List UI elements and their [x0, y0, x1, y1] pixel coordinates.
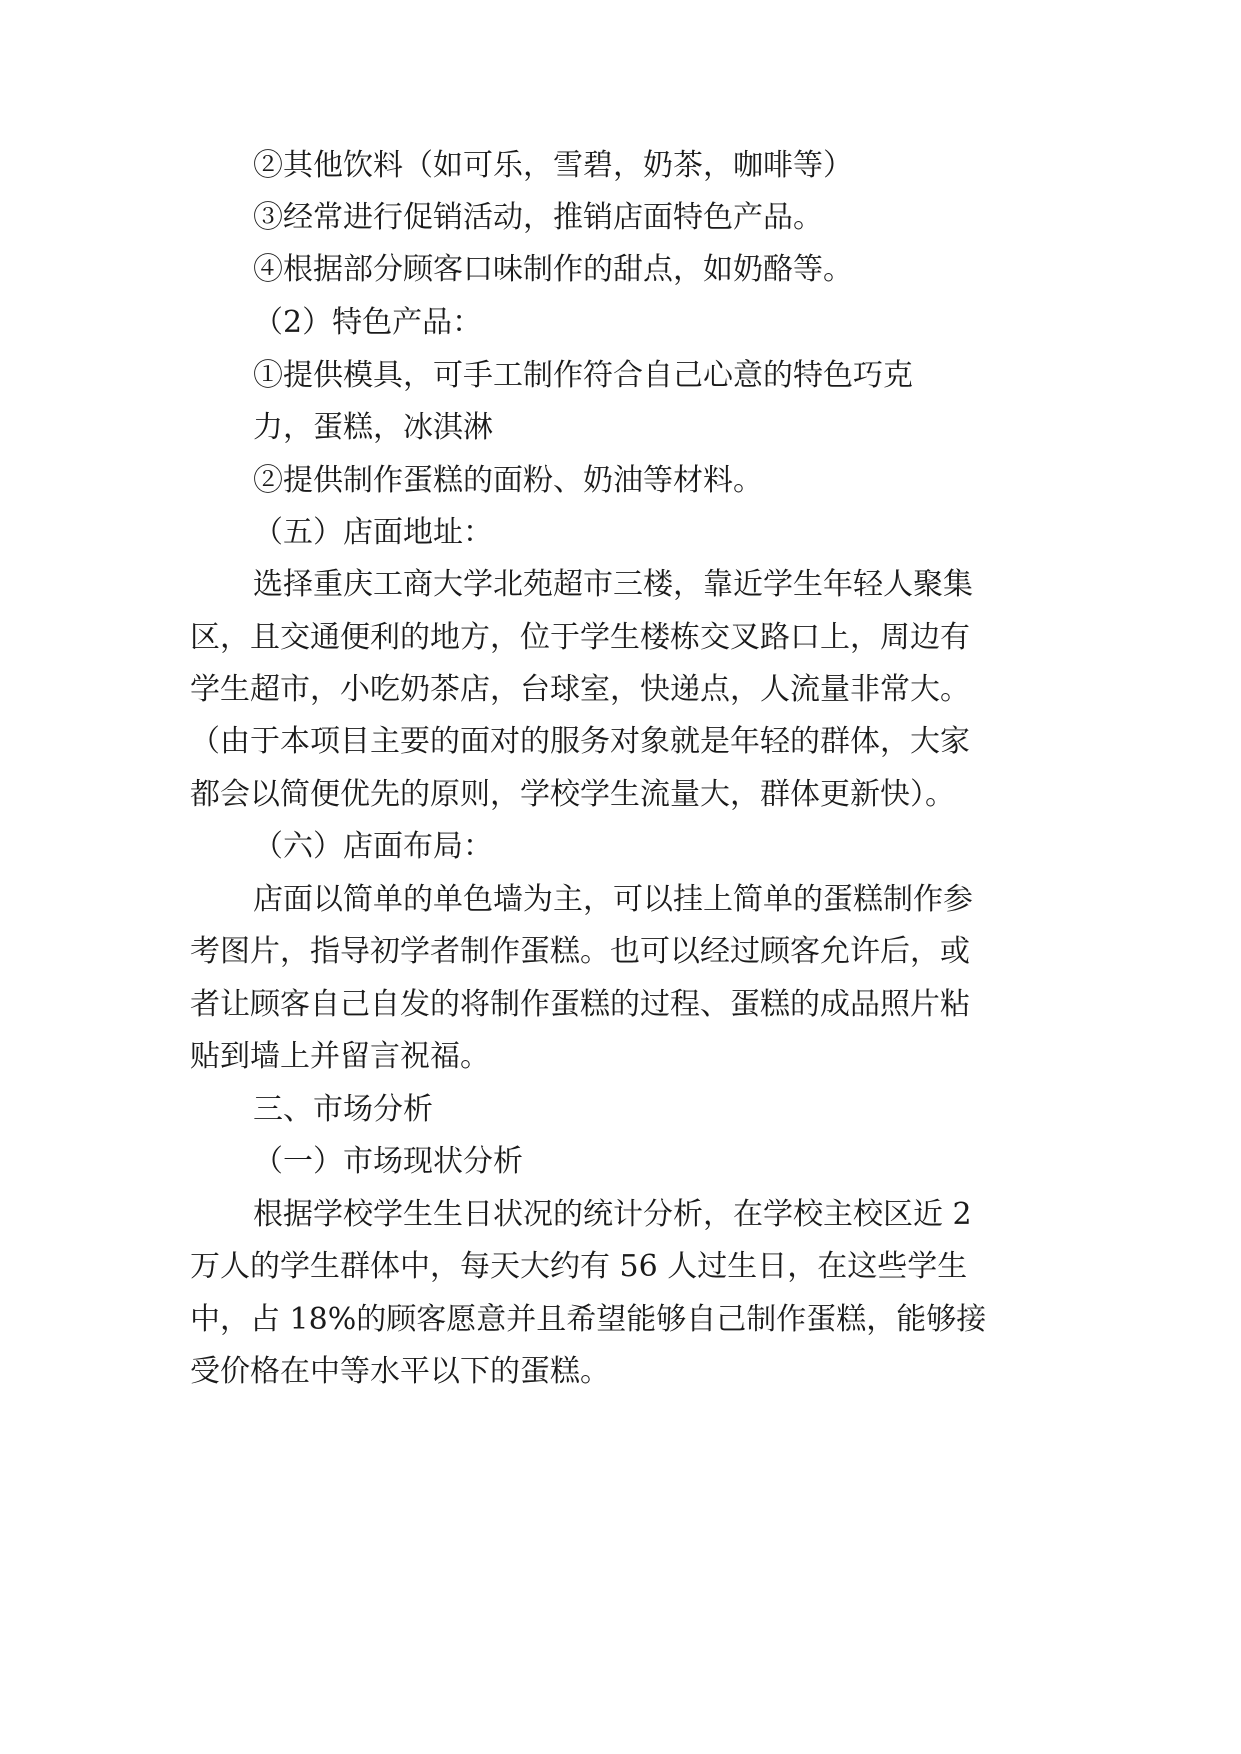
- text-line: （由于本项目主要的面对的服务对象就是年轻的群体，大家: [190, 724, 970, 759]
- text-line: ①提供模具，可手工制作符合自己心意的特色巧克: [253, 358, 913, 393]
- text-line: 选择重庆工商大学北苑超市三楼，靠近学生年轻人聚集: [253, 567, 973, 602]
- section-heading: （五）店面地址：: [253, 515, 493, 550]
- text-line: 贴到墙上并留言祝福。: [190, 1039, 490, 1074]
- section-heading: （一）市场现状分析: [253, 1144, 523, 1179]
- text-line: 受价格在中等水平以下的蛋糕。: [190, 1354, 610, 1389]
- text-line: 者让顾客自己自发的将制作蛋糕的过程、蛋糕的成品照片粘: [190, 987, 970, 1022]
- text-line: ②其他饮料（如可乐，雪碧，奶茶，咖啡等）: [253, 148, 853, 183]
- chapter-heading: 三、市场分析: [253, 1092, 433, 1127]
- text-line: ③经常进行促销活动，推销店面特色产品。: [253, 200, 823, 235]
- text-line: 考图片，指导初学者制作蛋糕。也可以经过顾客允许后，或: [190, 934, 970, 969]
- text-line: ②提供制作蛋糕的面粉、奶油等材料。: [253, 463, 763, 498]
- text-line: ④根据部分顾客口味制作的甜点，如奶酪等。: [253, 252, 853, 287]
- text-line: 中，占 18%的顾客愿意并且希望能够自己制作蛋糕，能够接: [190, 1302, 987, 1337]
- text-line: 万人的学生群体中，每天大约有 56 人过生日，在这些学生: [190, 1249, 968, 1284]
- text-line: 学生超市，小吃奶茶店，台球室，快递点，人流量非常大。: [190, 672, 970, 707]
- text-line: 店面以简单的单色墙为主，可以挂上简单的蛋糕制作参: [253, 882, 973, 917]
- text-line: 根据学校学生生日状况的统计分析，在学校主校区近 2: [253, 1197, 972, 1232]
- text-line: 都会以简便优先的原则，学校学生流量大，群体更新快）。: [190, 777, 955, 812]
- text-line: 区，且交通便利的地方，位于学生楼栋交叉路口上，周边有: [190, 620, 970, 655]
- text-line: 力，蛋糕，冰淇淋: [253, 410, 493, 445]
- section-heading: （2）特色产品：: [253, 305, 483, 340]
- section-heading: （六）店面布局：: [253, 829, 493, 864]
